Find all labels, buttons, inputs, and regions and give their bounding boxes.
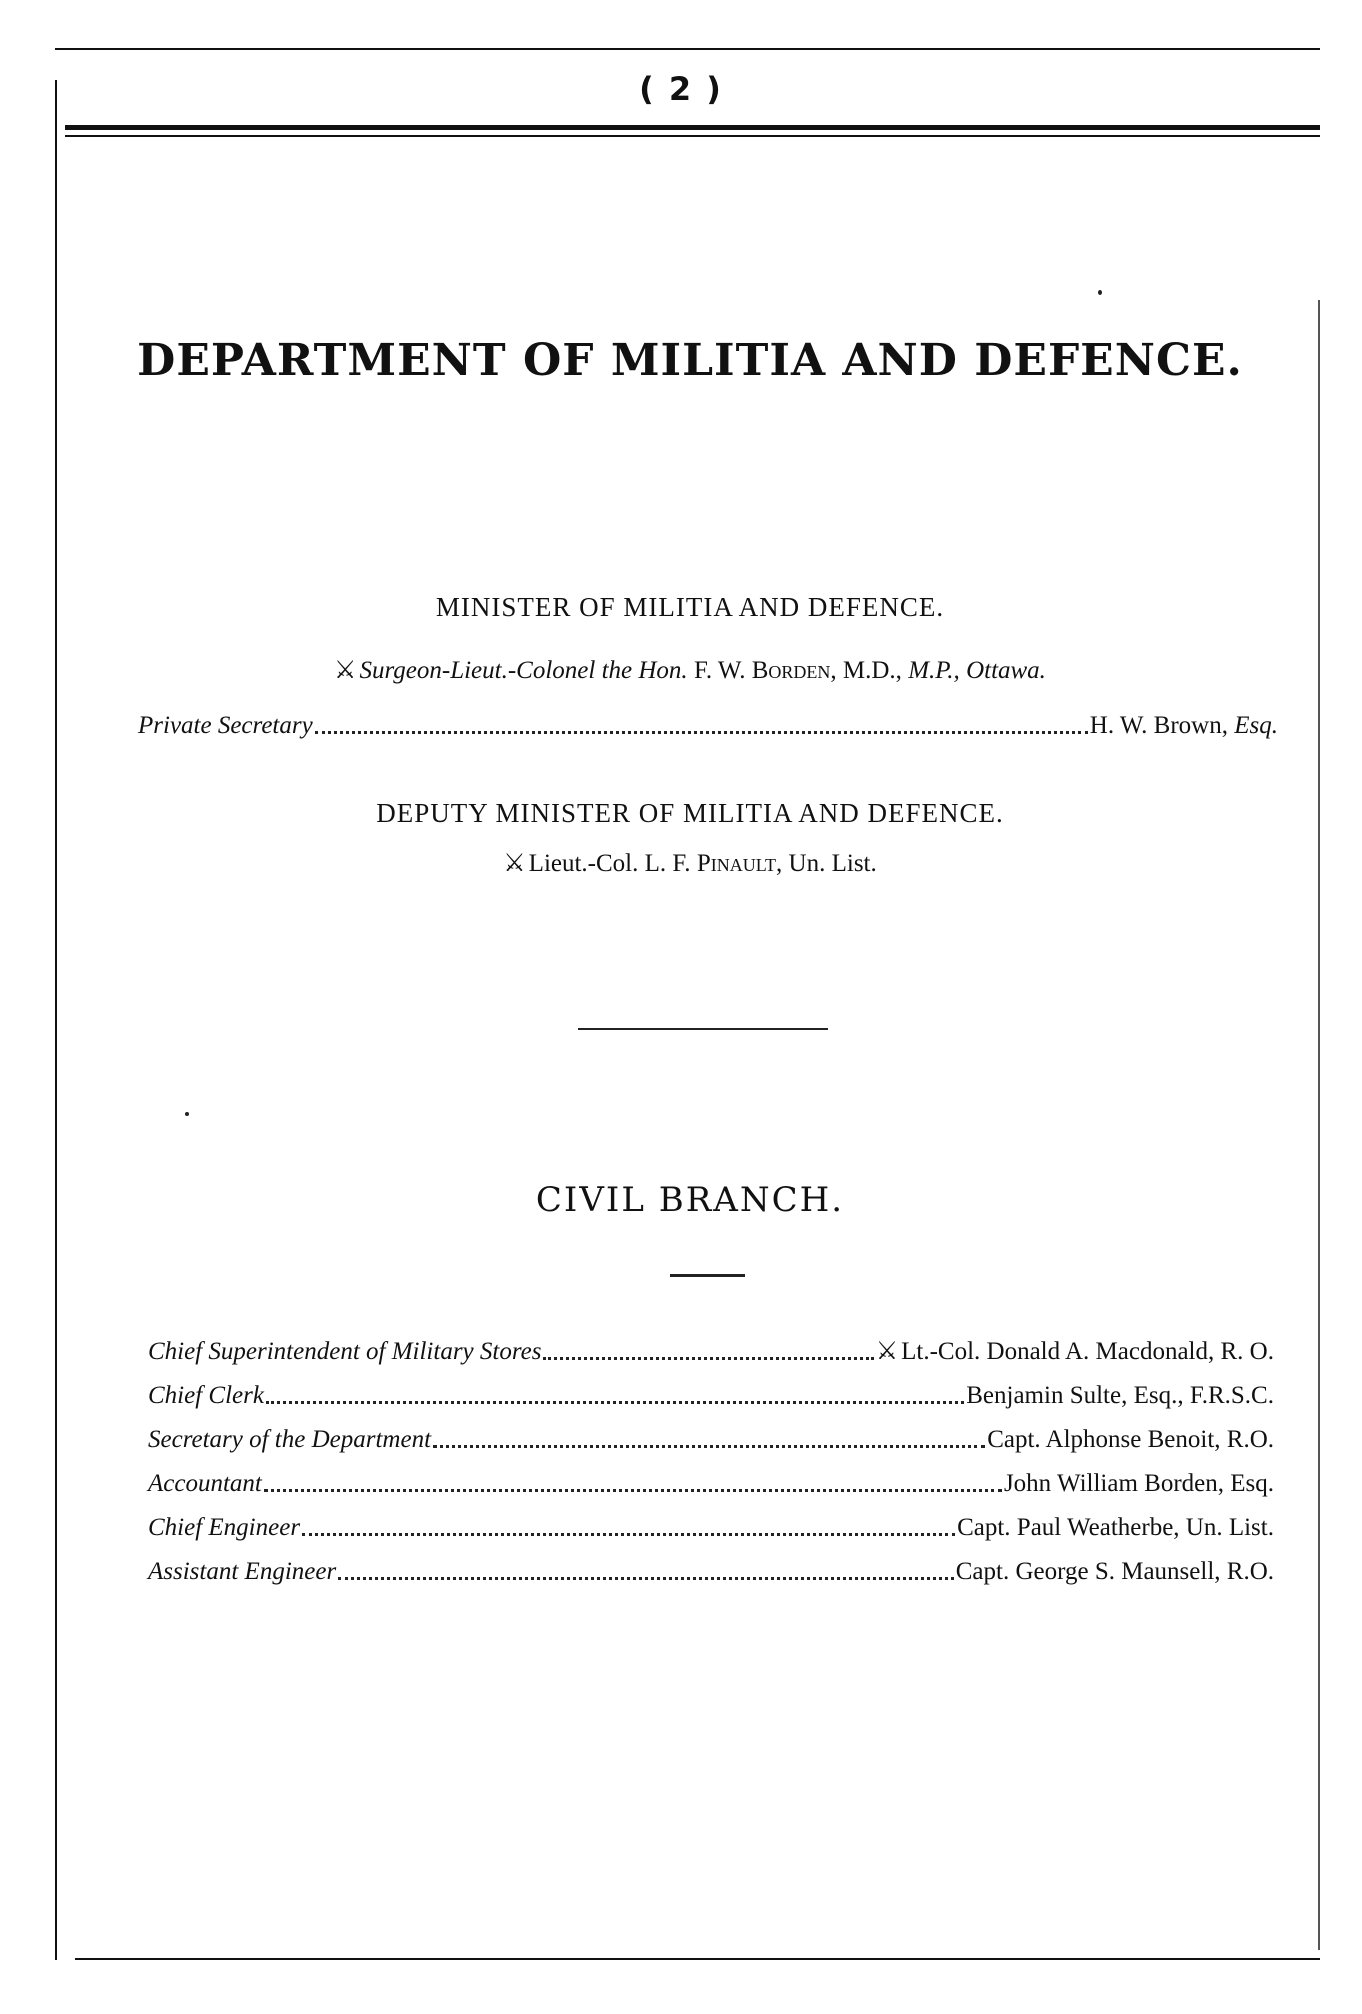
minister-mp: M.P., xyxy=(908,657,960,684)
civil-branch-holder xyxy=(876,1336,1274,1366)
civil-branch-holder-name: Lt.-Col. Donald A. Macdonald, R. O. xyxy=(901,1338,1274,1365)
minister-degree: M.D., xyxy=(842,657,902,684)
private-secretary-value: H. W. Brown, Esq. xyxy=(1089,712,1278,739)
page-number: ( 2 ) xyxy=(639,70,723,108)
deputy-list: , Un. List. xyxy=(776,850,877,877)
civil-branch-role: Secretary of the Department xyxy=(148,1426,432,1453)
civil-branch-row xyxy=(148,1514,1274,1542)
civil-branch-holder-name: Capt. Alphonse Benoit, R.O. xyxy=(987,1426,1274,1453)
deputy-minister-heading: DEPUTY MINISTER OF MILITIA AND DEFENCE. xyxy=(376,798,1004,828)
civil-branch-heading: CIVIL BRANCH. xyxy=(535,1180,845,1220)
minister-heading: MINISTER OF MILITIA AND DEFENCE. xyxy=(435,592,945,622)
civil-branch-row xyxy=(148,1426,1274,1454)
private-secretary-label: Private Secretary xyxy=(138,712,313,739)
section-divider xyxy=(578,1028,828,1030)
civil-branch-role: Accountant xyxy=(148,1470,262,1497)
civil-branch-role: Assistant Engineer xyxy=(148,1558,337,1585)
bottom-border-rule xyxy=(75,1958,1320,1960)
civil-branch-role: Chief Clerk xyxy=(148,1382,264,1409)
dot-leader xyxy=(266,1401,964,1404)
civil-branch-holder-name: Capt. George S. Maunsell, R.O. xyxy=(955,1558,1274,1585)
civil-branch-row xyxy=(148,1382,1274,1410)
civil-branch-role: Chief Engineer xyxy=(148,1514,301,1541)
crossed-swords-icon: ⚔ xyxy=(334,657,357,684)
header-thin-rule xyxy=(65,135,1320,137)
top-border-rule xyxy=(55,48,1320,50)
private-secretary-row xyxy=(138,712,1278,740)
civil-branch-holder xyxy=(966,1382,1274,1410)
civil-branch-role: Chief Superintendent of Military Stores xyxy=(148,1338,542,1365)
deputy-surname: Pinault xyxy=(696,850,777,877)
civil-branch-holder-name: Capt. Paul Weatherbe, Un. List. xyxy=(957,1514,1274,1541)
civil-branch-holder xyxy=(956,1558,1274,1586)
crossed-swords-icon: ⚔ xyxy=(875,1338,899,1365)
civil-branch-holder-name: John William Borden, Esq. xyxy=(1003,1470,1274,1497)
civil-branch-row xyxy=(148,1558,1274,1586)
dot-leader xyxy=(302,1533,955,1536)
dot-leader xyxy=(338,1577,954,1580)
print-speck xyxy=(1098,290,1102,295)
civil-branch-row xyxy=(148,1470,1274,1498)
crossed-swords-icon: ⚔ xyxy=(503,850,526,877)
minister-place: Ottawa. xyxy=(966,657,1046,684)
dot-leader xyxy=(543,1357,873,1360)
left-border-rule xyxy=(55,80,57,1960)
header-heavy-rule xyxy=(65,125,1320,130)
civil-branch-holder-name: Benjamin Sulte, Esq., F.R.S.C. xyxy=(966,1382,1274,1409)
dot-leader xyxy=(315,731,1088,734)
civil-branch-holder xyxy=(957,1514,1274,1542)
minister-rank: Surgeon-Lieut.-Colonel the xyxy=(359,657,633,684)
right-border-rule xyxy=(1318,300,1320,1950)
deputy-rank: Lieut.-Col. L. F. xyxy=(528,850,691,877)
dot-leader xyxy=(264,1489,1002,1492)
civil-branch-list xyxy=(148,1336,1274,1602)
minister-line: ⚔ Surgeon-Lieut.-Colonel the Hon. F. W. Borden, M.D., M.P., Ottawa. xyxy=(334,657,1046,684)
minister-initials: F. W. xyxy=(693,657,746,684)
minister-surname: Borden xyxy=(751,657,831,684)
print-speck xyxy=(185,1112,189,1116)
civil-branch-holder xyxy=(1004,1470,1274,1498)
deputy-minister-line xyxy=(60,848,1320,878)
minister-hon: Hon. xyxy=(638,657,688,684)
page-title: DEPARTMENT OF MILITIA AND DEFENCE. xyxy=(137,335,1243,386)
civil-branch-holder xyxy=(987,1426,1274,1454)
civil-branch-row xyxy=(148,1336,1274,1366)
civil-branch-underline xyxy=(670,1274,745,1277)
dot-leader xyxy=(433,1445,985,1448)
